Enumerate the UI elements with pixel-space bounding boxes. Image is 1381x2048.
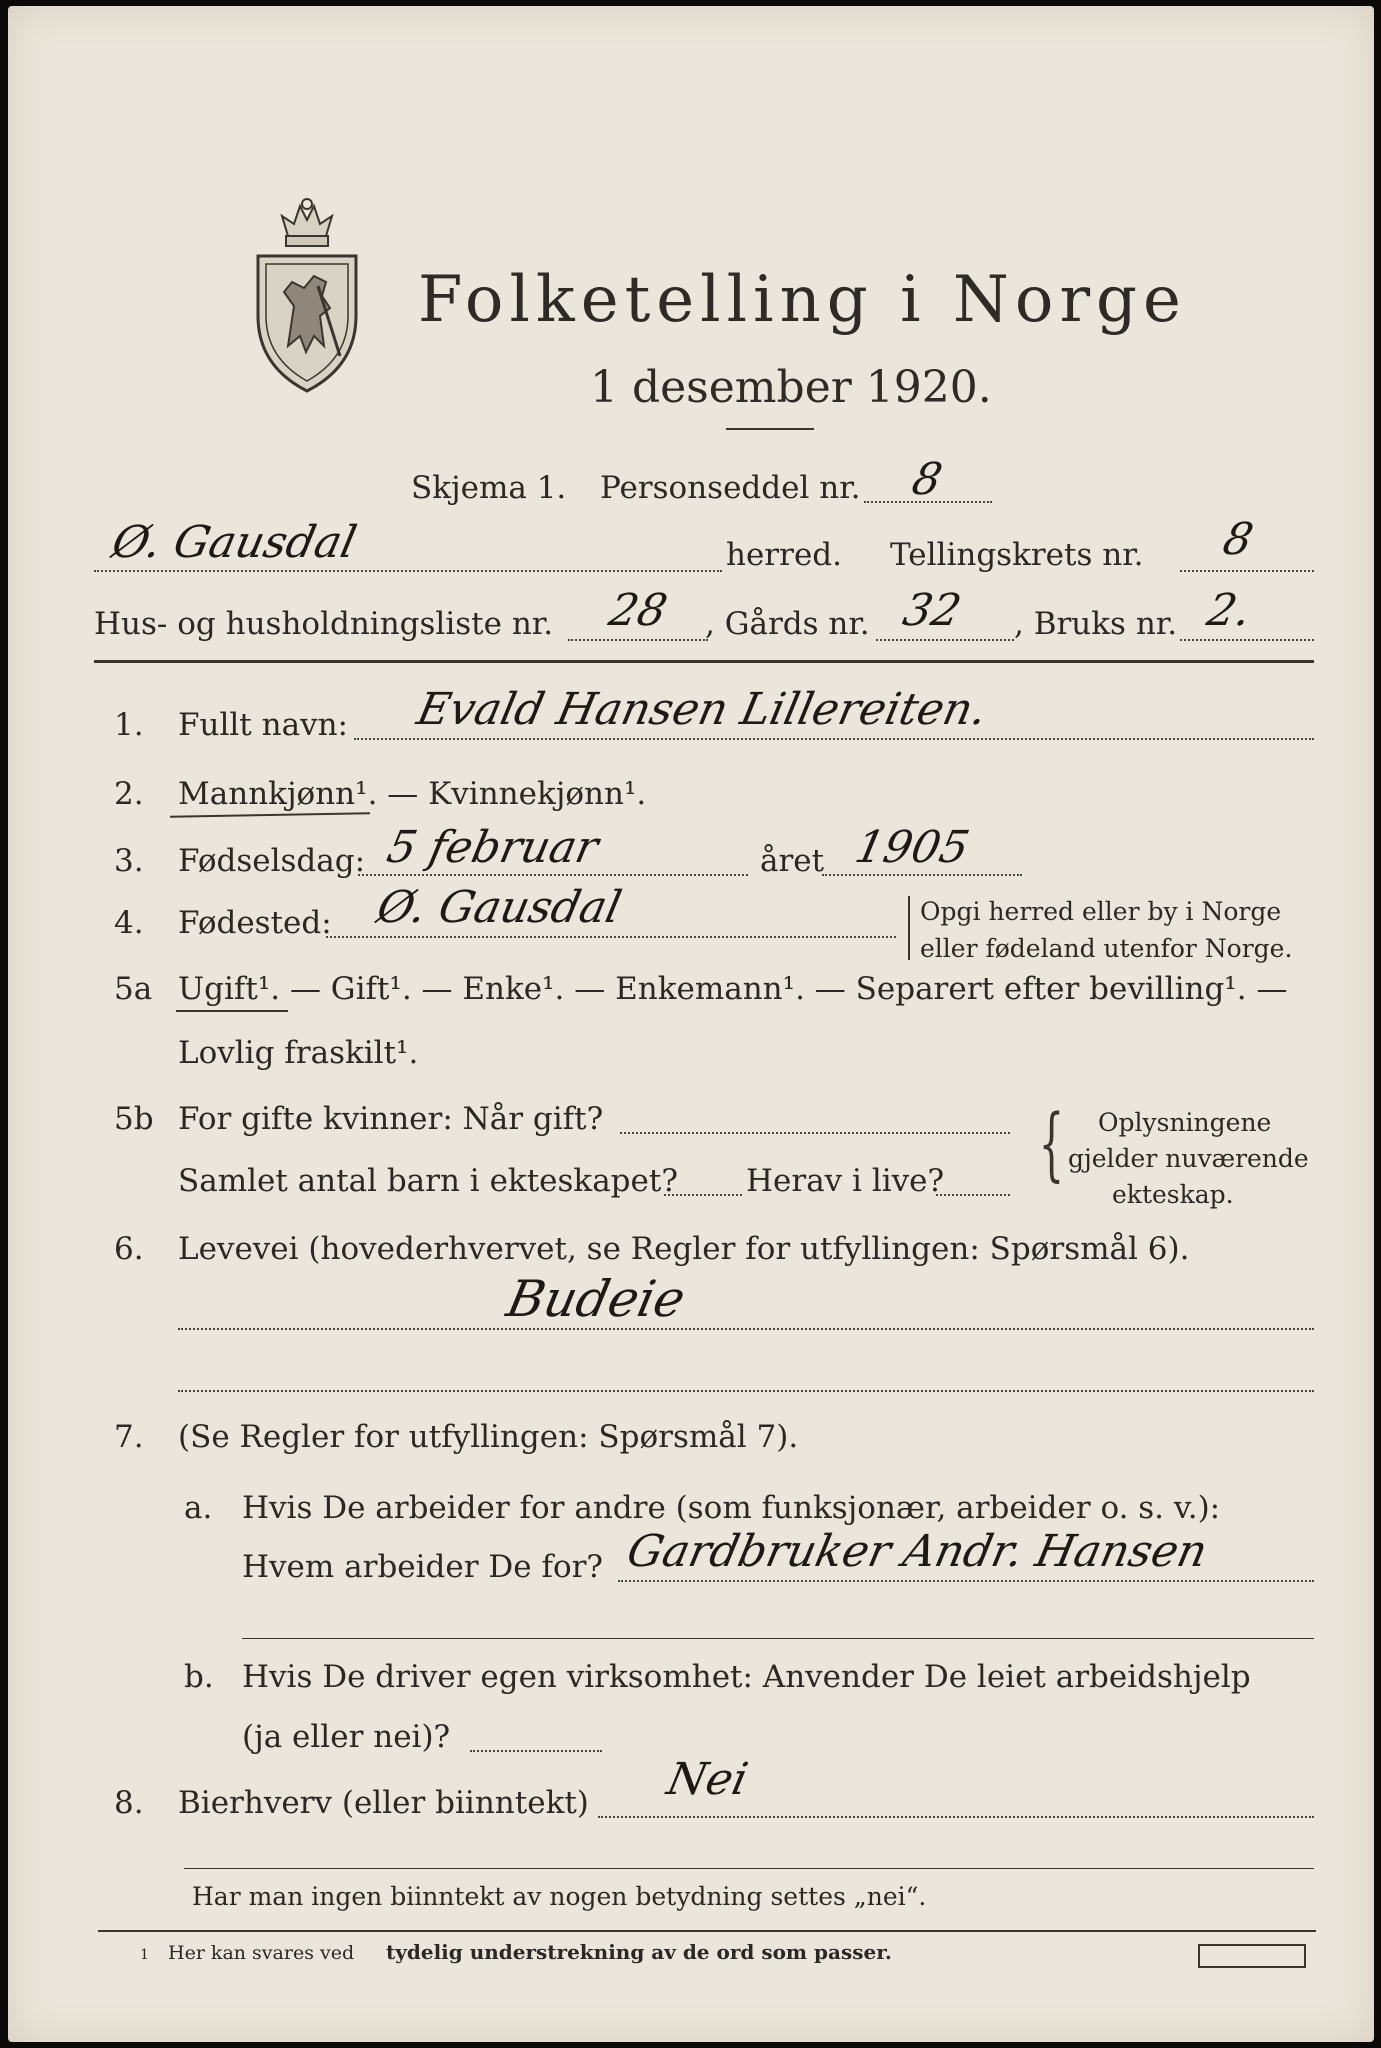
q3-label: Fødselsdag: — [178, 843, 366, 879]
q5b-label: For gifte kvinner: Når gift? — [178, 1101, 604, 1137]
q7-number: 7. — [114, 1419, 144, 1455]
footnote-mark: 1 — [140, 1947, 149, 1963]
q7b-letter: b. — [184, 1659, 214, 1695]
q3-year-line — [822, 874, 1022, 876]
q5b-label-2: Samlet antal barn i ekteskapet? — [178, 1163, 678, 1199]
q3-number: 3. — [114, 843, 144, 879]
bruks-label: , Bruks nr. — [1014, 606, 1178, 642]
skjema-label: Skjema 1. — [411, 470, 567, 506]
q7a-line — [618, 1580, 1314, 1582]
q6-line-2 — [178, 1390, 1314, 1392]
q5b-note-brace: { — [1038, 1097, 1065, 1190]
hus-label: Hus- og husholdningsliste nr. — [94, 606, 554, 642]
q4-note-line-1: Opgi herred eller by i Norge — [920, 897, 1282, 926]
q7a-label-2: Hvem arbeider De for? — [242, 1549, 604, 1585]
q8-number: 8. — [114, 1785, 144, 1821]
q5a-number: 5a — [114, 971, 153, 1007]
q5b-number: 5b — [114, 1101, 154, 1137]
q4-note-bar — [908, 896, 910, 960]
q8-label: Bierhverv (eller biinntekt) — [178, 1785, 589, 1821]
q2-number: 2. — [114, 776, 144, 812]
q5a-label: Ugift¹. — Gift¹. — Enke¹. — Enkemann¹. — Separert efter bevilling¹. — — [178, 971, 1288, 1007]
header-rule — [94, 660, 1314, 663]
footnote-text-a: Her kan svares ved — [168, 1942, 355, 1964]
q1-line — [354, 738, 1314, 740]
q7b-label-2: (ja eller nei)? — [242, 1719, 451, 1755]
gards-value[interactable]: 32 — [898, 585, 966, 636]
form-title: Folketelling i Norge — [418, 263, 1187, 337]
bruks-line — [1180, 639, 1314, 641]
q5b-alive-line — [936, 1194, 1010, 1196]
q5b-note-line-3: ekteskap. — [1112, 1180, 1234, 1209]
q6-number: 6. — [114, 1231, 144, 1267]
q7b-line — [470, 1750, 602, 1752]
q1-number: 1. — [114, 707, 144, 743]
tellingskrets-line — [1180, 570, 1314, 572]
q5b-when-line — [620, 1132, 1010, 1134]
herred-line — [94, 570, 722, 572]
gards-line — [876, 639, 1014, 641]
census-date: 1 desember 1920. — [590, 362, 992, 413]
q8-line-2 — [184, 1868, 1314, 1869]
gards-label: , Gårds nr. — [705, 606, 870, 642]
q4-line — [326, 936, 896, 938]
q5b-children-line — [664, 1194, 742, 1196]
herred-value[interactable]: Ø. Gausdal — [107, 517, 361, 568]
q2-label: Mannkjønn¹. — Kvinnekjønn¹. — [178, 776, 647, 812]
q3-year-label: året — [760, 843, 825, 879]
q1-full-name[interactable]: Evald Hansen Lillereiten. — [412, 684, 992, 735]
q7a-label: Hvis De arbeider for andre (som funksjonær, arbeider o. s. v.): — [242, 1490, 1221, 1526]
q6-label: Levevei (hovederhvervet, se Regler for utfyllingen: Spørsmål 6). — [178, 1231, 1190, 1267]
personseddel-value[interactable]: 8 — [907, 454, 947, 505]
q1-label: Fullt navn: — [178, 707, 348, 743]
q5a-label-2: Lovlig fraskilt¹. — [178, 1035, 419, 1071]
printer-stamp — [1198, 1944, 1306, 1968]
tellingskrets-label: Tellingskrets nr. — [890, 537, 1144, 573]
q6-line-1 — [178, 1328, 1314, 1330]
q5b-note-line-1: Oplysningene — [1098, 1108, 1272, 1137]
census-form-page — [8, 6, 1374, 2042]
footnote-text-b: tydelig understrekning av de ord som passer. — [386, 1940, 892, 1964]
footnote-rule — [98, 1930, 1316, 1932]
biinntekt-note: Har man ingen biinntekt av nogen betydning settes „nei“. — [192, 1882, 927, 1911]
q4-number: 4. — [114, 905, 144, 941]
q6-occupation[interactable]: Budeie — [501, 1270, 691, 1328]
q7a-employer[interactable]: Gardbruker Andr. Hansen — [622, 1526, 1212, 1577]
q4-label: Fødested: — [178, 905, 332, 941]
hus-line — [568, 639, 708, 641]
q5b-label-3: Herav i live? — [746, 1163, 945, 1199]
hus-value[interactable]: 28 — [604, 585, 672, 636]
q4-note-line-2: eller fødeland utenfor Norge. — [920, 934, 1293, 963]
q7a-letter: a. — [184, 1490, 213, 1526]
title-divider — [726, 428, 814, 430]
q4-birthplace[interactable]: Ø. Gausdal — [372, 882, 626, 933]
q5a-underline-ugift — [176, 1010, 288, 1012]
bruks-value[interactable]: 2. — [1202, 585, 1256, 636]
q3-birth-date[interactable]: 5 februar — [382, 822, 603, 873]
tellingskrets-value[interactable]: 8 — [1218, 514, 1258, 565]
q7a-line-2 — [242, 1638, 1314, 1639]
q7b-label: Hvis De driver egen virksomhet: Anvender De leiet arbeidshjelp — [242, 1659, 1251, 1695]
herred-label: herred. — [726, 537, 842, 573]
q5b-note-line-2: gjelder nuværende — [1068, 1144, 1309, 1173]
q7-label: (Se Regler for utfyllingen: Spørsmål 7). — [178, 1419, 799, 1455]
q8-side-income[interactable]: Nei — [662, 1754, 753, 1805]
personseddel-label: Personseddel nr. — [600, 470, 861, 506]
norwegian-coat-of-arms-icon — [248, 196, 366, 396]
q3-birth-year[interactable]: 1905 — [850, 822, 974, 873]
q8-line — [598, 1816, 1314, 1818]
q3-date-line — [358, 874, 748, 876]
q2-underline-mannkjonn — [170, 812, 370, 817]
